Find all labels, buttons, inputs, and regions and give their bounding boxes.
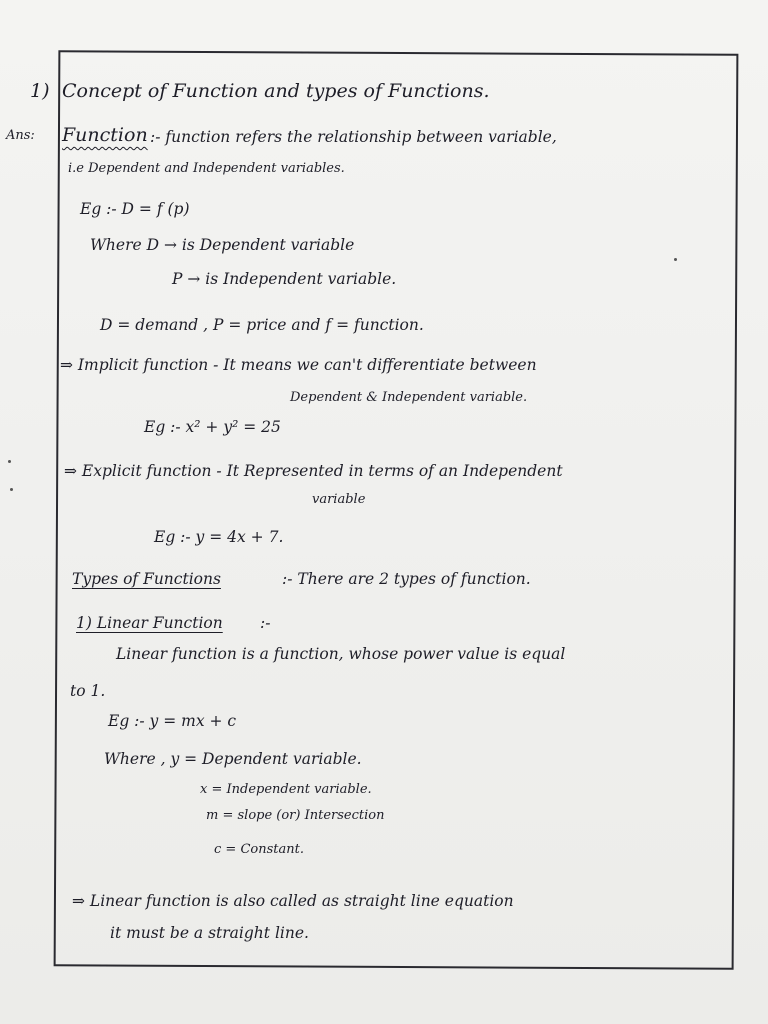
- explicit-line1: ⇒ Explicit function - It Represented in terms of an Independent: [64, 462, 563, 480]
- example1-equation: Eg :- D = f (p): [80, 200, 190, 218]
- linear-where-x: x = Independent variable.: [200, 782, 372, 797]
- implicit-line1: ⇒ Implicit function - It means we can't differentiate between: [60, 356, 537, 374]
- linear-where-y: Where , y = Dependent variable.: [104, 750, 362, 768]
- margin-speck: [10, 488, 13, 491]
- linear-note-line1: ⇒ Linear function is also called as straight line equation: [72, 892, 514, 910]
- function-definition-line2: i.e Dependent and Independent variables.: [68, 161, 345, 176]
- linear-note-line2: it must be a straight line.: [110, 924, 309, 942]
- example1-legend: D = demand , P = price and f = function.: [100, 316, 424, 334]
- linear-example: Eg :- y = mx + c: [108, 712, 237, 730]
- page-border: [54, 50, 739, 970]
- function-definition-line1: :- function refers the relationship between variable,: [150, 128, 557, 146]
- example1-where-p: P → is Independent variable.: [172, 270, 397, 288]
- question-number: 1): [30, 80, 50, 102]
- implicit-line2: Dependent & Independent variable.: [290, 390, 528, 405]
- explicit-example: Eg :- y = 4x + 7.: [154, 528, 284, 546]
- function-term: Function: [62, 124, 148, 146]
- linear-where-m: m = slope (or) Intersection: [206, 808, 385, 823]
- linear-heading-colon: :-: [260, 614, 271, 632]
- margin-speck: [8, 460, 11, 463]
- explicit-line2: variable: [312, 492, 366, 507]
- implicit-example: Eg :- x² + y² = 25: [144, 418, 281, 436]
- linear-where-c: c = Constant.: [214, 842, 304, 857]
- question-title: Concept of Function and types of Functions.: [62, 80, 490, 102]
- types-description: :- There are 2 types of function.: [282, 570, 531, 588]
- linear-heading: 1) Linear Function: [76, 614, 223, 632]
- types-heading: Types of Functions: [72, 570, 221, 588]
- linear-definition-line2: to 1.: [70, 682, 106, 700]
- linear-definition-line1: Linear function is a function, whose power value is equal: [116, 645, 566, 663]
- margin-speck: [674, 258, 677, 261]
- example1-where-d: Where D → is Dependent variable: [90, 236, 355, 254]
- answer-marker: Ans:: [6, 128, 35, 143]
